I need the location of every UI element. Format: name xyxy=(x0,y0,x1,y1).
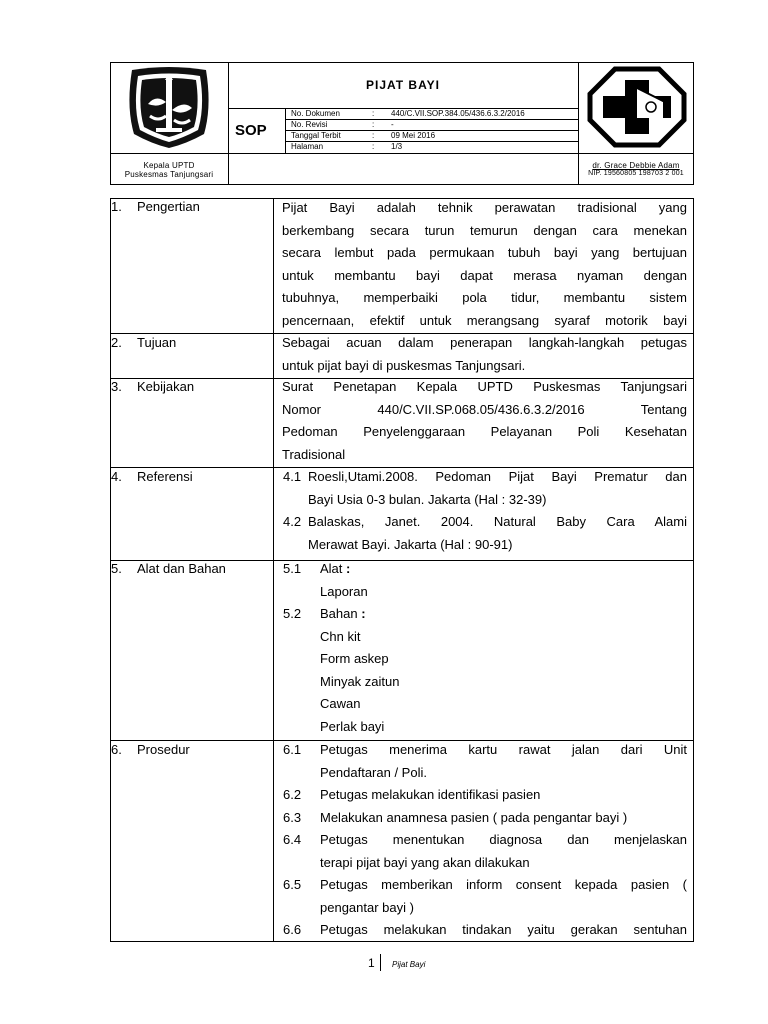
meta-row-document-number xyxy=(287,108,577,119)
prosedur-step-line: Melakukan anamnesa pasien ( pada pengantar bayi ) xyxy=(320,809,628,825)
alat-colon: : xyxy=(346,561,351,576)
footer-divider xyxy=(380,954,381,971)
meta-value: 1/3 xyxy=(391,142,403,151)
section-number: 6. xyxy=(111,742,122,757)
referensi-item-line: Roesli,Utami.2008. Pedoman Pijat Bayi Prematur dan xyxy=(308,469,687,484)
pengertian-line: pencernaan, efektif untuk merangsang syaraf motorik bayi xyxy=(282,312,687,328)
prosedur-step-line: Petugas menentukan diagnosa dan menjelaskan xyxy=(320,832,687,847)
meta-label: Halaman xyxy=(291,142,324,151)
tujuan-line: Sebagai acuan dalam penerapan langkah-langkah petugas xyxy=(282,335,687,350)
meta-label: No. Dokumen xyxy=(291,109,340,118)
bahan-item: Cawan xyxy=(320,696,361,711)
pengertian-line: untuk membantu bayi dapat merasa nyaman dengan xyxy=(282,267,687,283)
alat-number: 5.1 xyxy=(283,561,302,576)
section-number: 1. xyxy=(111,199,122,214)
referensi-item-number: 4.1 xyxy=(283,469,302,484)
meta-row-issue-date xyxy=(287,130,577,141)
meta-value: 440/C.VII.SOP.384.05/436.6.3.2/2016 xyxy=(391,109,525,118)
pengertian-line: secara lembut pada permukaan tubuh bayi yang bertujuan xyxy=(282,245,687,260)
document-title: PIJAT BAYI xyxy=(365,78,441,92)
section-label-prosedur: Prosedur xyxy=(137,742,190,757)
body-column-divider xyxy=(273,198,274,942)
section-number: 5. xyxy=(111,561,122,576)
bahan-number: 5.2 xyxy=(283,606,302,621)
tujuan-line: untuk pijat bayi di puskesmas Tanjungsari. xyxy=(282,357,526,373)
alat-title-text: Alat xyxy=(320,561,343,576)
header-divider xyxy=(110,153,694,154)
meta-sep: : xyxy=(372,131,375,140)
section-number: 3. xyxy=(111,379,122,394)
footer-title: Pijat Bayi xyxy=(392,960,426,969)
meta-sep: : xyxy=(372,120,375,129)
left-sign-line1: Kepala UPTD xyxy=(143,161,195,170)
section-label-kebijakan: Kebijakan xyxy=(137,379,195,394)
bahan-title-text: Bahan xyxy=(320,606,358,621)
bahan-colon: : xyxy=(361,606,366,621)
meta-value: - xyxy=(391,120,394,129)
meta-label: No. Revisi xyxy=(291,120,328,129)
kebijakan-line: Tradisional xyxy=(282,446,346,462)
prosedur-step-number: 6.6 xyxy=(283,922,302,937)
section-label-referensi: Referensi xyxy=(137,469,193,484)
pengertian-line: tubuhnya, memperbaiki pola tidur, membantu sistem xyxy=(282,290,687,305)
left-sign-line2: Puskesmas Tanjungsari xyxy=(124,170,214,179)
pengertian-line: Pijat Bayi adalah tehnik perawatan tradisional yang xyxy=(282,200,687,215)
referensi-item-line: Balaskas, Janet. 2004. Natural Baby Cara Alami xyxy=(308,514,687,529)
prosedur-step-number: 6.5 xyxy=(283,877,302,892)
bahan-title xyxy=(320,603,366,626)
meta-row-revision xyxy=(287,119,577,130)
prosedur-step-number: 6.3 xyxy=(283,809,302,825)
meta-sep: : xyxy=(372,142,375,151)
section-label-pengertian: Pengertian xyxy=(137,199,200,214)
right-sign-name: dr. Grace Debbie Adam xyxy=(592,161,680,170)
kebijakan-line: Pedoman Penyelenggaraan Pelayanan Poli Kesehatan xyxy=(282,424,687,439)
right-sign-nip: NIP. 19560805 198703 2 001 xyxy=(588,170,684,177)
prosedur-step-line: Petugas menerima kartu rawat jalan dari Unit xyxy=(320,742,687,757)
prosedur-step-number: 6.4 xyxy=(283,832,302,847)
referensi-item-number: 4.2 xyxy=(283,514,302,529)
meta-label: Tanggal Terbit xyxy=(291,131,341,140)
bahan-item: Perlak bayi xyxy=(320,718,385,734)
surabaya-emblem-icon xyxy=(126,64,212,150)
prosedur-step-line: pengantar bayi ) xyxy=(320,899,414,915)
alat-item: Laporan xyxy=(320,583,368,599)
kebijakan-line: Surat Penetapan Kepala UPTD Puskesmas Tanjungsari xyxy=(282,379,687,394)
prosedur-step-line: terapi pijat bayi yang akan dilakukan xyxy=(320,854,530,870)
section-number: 4. xyxy=(111,469,122,484)
prosedur-step-line: Pendaftaran / Poli. xyxy=(320,764,427,780)
meta-row-page xyxy=(287,141,577,152)
meta-value: 09 Mei 2016 xyxy=(391,131,436,140)
bahan-item: Form askep xyxy=(320,651,389,666)
prosedur-step-line: Petugas melakukan identifikasi pasien xyxy=(320,787,541,802)
prosedur-step-number: 6.1 xyxy=(283,742,302,757)
section-number: 2. xyxy=(111,335,122,350)
referensi-item-line: Merawat Bayi. Jakarta (Hal : 90-91) xyxy=(308,536,513,552)
page-number: 1 xyxy=(368,956,375,970)
pengertian-line: berkembang secara turun temurun dengan cara menekan xyxy=(282,222,687,238)
prosedur-step-number: 6.2 xyxy=(283,787,302,802)
section-label-alat-dan-bahan: Alat dan Bahan xyxy=(137,561,226,576)
section-label-tujuan: Tujuan xyxy=(137,335,177,350)
referensi-item-line: Bayi Usia 0-3 bulan. Jakarta (Hal : 32-39) xyxy=(308,491,547,507)
puskesmas-cross-icon xyxy=(587,66,687,148)
alat-title xyxy=(320,558,350,581)
prosedur-step-line: Petugas memberikan inform consent kepada pasien ( xyxy=(320,877,687,892)
bahan-item: Chn kit xyxy=(320,628,361,644)
bahan-item: Minyak zaitun xyxy=(320,673,400,689)
sop-label: SOP xyxy=(235,122,267,139)
meta-sep: : xyxy=(372,109,375,118)
prosedur-step-line: Petugas melakukan tindakan yaitu gerakan sentuhan xyxy=(320,922,687,937)
kebijakan-line: Nomor 440/C.VII.SP.068.05/436.6.3.2/2016 Tentang xyxy=(282,401,687,417)
